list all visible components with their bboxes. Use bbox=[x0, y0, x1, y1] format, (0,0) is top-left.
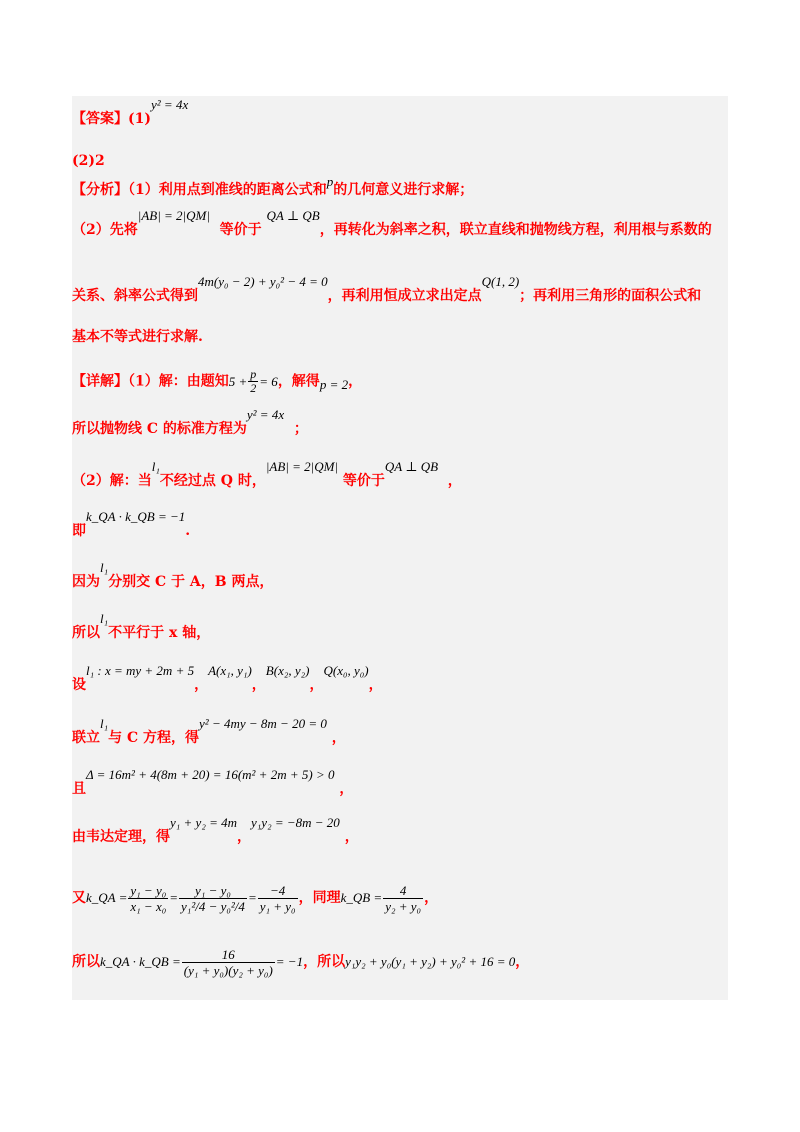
detail-line-1: 【详解】（1）解：由题知5 + $\frac{p}{2}$ = 6，解得p = 2， bbox=[72, 367, 363, 395]
answer-part2: (2)2 bbox=[72, 153, 105, 169]
fraction-p-over-2: $\frac{p}{2}$ bbox=[250, 367, 257, 395]
slope-fraction-qb: $\frac{4}{\text{y₂ + y₀}}$ bbox=[385, 882, 422, 914]
detail-line-4: 即k_QA · k_QB = −1. bbox=[72, 509, 191, 539]
detail-line-6: 所以l₁不平行于 x 轴， bbox=[72, 611, 211, 641]
answer-line: 【答案】(1)y² = 4x bbox=[72, 97, 189, 127]
detail-line-11: 又k_QA = $\frac{\text{y₁ − y₀}}{\text{x₁ − x₀}}$ = $\frac{\text{y₁ − y₀}}{\text{y₁²/4 − y₀²/4}}$ = $\frac{-4}{\text{y₁ + y₀}}$ ，同理k_QB = $\frac{4}{\text{y₂ + y₀}}$ ， bbox=[72, 882, 439, 914]
analysis-line-1: 【分析】（1）利用点到准线的距离公式和p的几何意义进行求解； bbox=[72, 174, 474, 198]
slope-fraction-1: $\frac{\text{y₁ − y₀}}{\text{x₁ − x₀}}$ bbox=[130, 882, 167, 914]
detail-line-10: 由韦达定理，得y₁ + y₂ = 4m，y₁y₂ = −8m − 20 ， bbox=[72, 815, 359, 845]
analysis-line-3: 关系、斜率公式得到4m(y₀ − 2) + y₀² − 4 = 0，再利用恒成立求出定点Q(1, 2)；再利用三角形的面积公式和 bbox=[72, 274, 702, 304]
detail-line-9: 且Δ = 16m² + 4(8m + 20) = 16(m² + 2m + 5) > 0 ， bbox=[72, 767, 354, 797]
detail-line-12: 所以k_QA · k_QB = $\frac{16}{\text{(y₁ + y₀)(y₂ + y₀)}}$ = −1，所以y₁y₂ + y₀(y₁ + y₂) + y₀² + 16 = 0， bbox=[72, 946, 530, 978]
product-fraction: $\frac{16}{\text{(y₁ + y₀)(y₂ + y₀)}}$ bbox=[183, 946, 273, 978]
detail-line-7: 设l₁ : x = my + 2m + 5，A(x₁, y₁)，B(x₂, y₂)，Q(x₀, y₀)， bbox=[72, 663, 383, 693]
detail-line-8: 联立l₁与 C 方程，得y² − 4my − 8m − 20 = 0 ， bbox=[72, 716, 346, 746]
slope-fraction-3: $\frac{-4}{\text{y₁ + y₀}}$ bbox=[259, 882, 296, 914]
detail-line-5: 因为l₁分别交 C 于 A，B 两点， bbox=[72, 560, 274, 590]
analysis-line-2: （2）先将|AB| = 2|QM| 等价于 QA ⊥ QB，再转化为斜率之积，联立直线和抛物线方程，利用根与系数的 bbox=[72, 208, 712, 238]
answer-equation: y² = 4x bbox=[151, 97, 189, 112]
detail-line-3: （2）解：当l₁不经过点 Q 时，|AB| = 2|QM| 等价于QA ⊥ QB ， bbox=[72, 459, 462, 489]
detail-line-2: 所以抛物线 C 的标准方程为y² = 4x ； bbox=[72, 407, 308, 437]
analysis-line-4: 基本不等式进行求解. bbox=[72, 329, 203, 345]
slope-fraction-2: $\frac{\text{y₁ − y₀}}{\text{y₁²/4 − y₀²/4}}$ bbox=[181, 882, 245, 914]
